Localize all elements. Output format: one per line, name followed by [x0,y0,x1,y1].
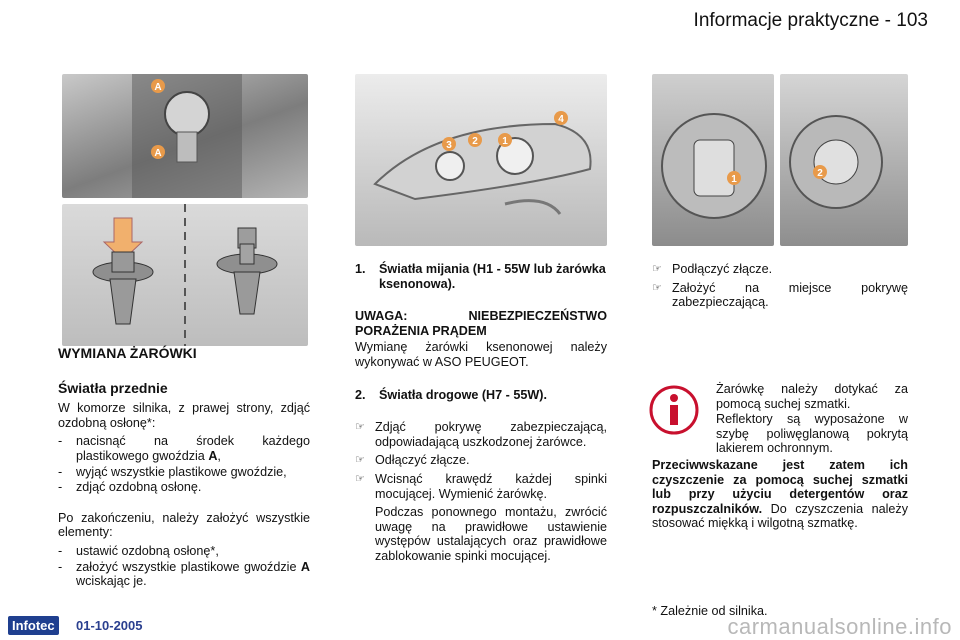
svg-text:1: 1 [502,136,508,147]
footnote: * Zależnie od silnika. [652,604,768,618]
pointer-icon: ☞ [355,421,365,434]
rear-callout-2 [813,165,827,179]
print-date: 01-10-2005 [76,618,143,633]
svg-text:1: 1 [731,174,737,185]
page-title: Informacje praktyczne - 103 [693,10,928,31]
info-note-bottom [652,458,908,535]
callout-a-bottom [151,145,165,159]
after-text: Po zakończeniu, należy założyć wszystkie elementy: [58,510,310,540]
svg-text:2: 2 [817,168,823,179]
middle-column [355,262,607,568]
connector-illustration [652,74,774,246]
item-high-beam: 2. Światła drogowe (H7 - 55W). [355,387,547,402]
callout-a-top [151,79,165,93]
info-note-text-2b: Przeciwwskazane jest zatem ich czyszczenie za pomocą suchej szmatki lub przy użyciu detergentów oraz rozpuszczalników. Do czyszczenia należy stosować miękką i wilgotną szmatkę. [652,458,908,531]
pointer-icon: ☞ [355,454,365,467]
info-note-text-1: Żarówkę należy dotykać za pomocą suchej szmatki. [716,382,908,411]
item-low-beam: 1. Światła mijania (H1 - 55W lub żarówka ksenonowa). [355,262,606,291]
svg-text:4: 4 [558,114,564,125]
warning-title: UWAGA: NIEBEZPIECZEŃSTWO PORAŻENIA PRĄDEM [355,309,607,338]
info-icon [648,384,700,436]
list-item: ☞ Wcisnąć krawędź każdej spinki mocującej. Wymienić żarówkę. [355,471,607,501]
subsection-title: Światła przednie [58,379,168,396]
procedure-list [355,420,607,563]
engine-bay-photo [62,74,308,198]
removal-steps [58,434,310,494]
svg-text:3: 3 [446,140,452,151]
rear-callout-1 [727,171,741,185]
info-note-top [716,382,908,415]
list-item: - wyjąć wszystkie plastikowe gwoździe, [58,464,287,479]
list-item: ☞ Zdjąć pokrywę zabezpieczającą, odpowiadającą uszkodzonej żarówce. [355,420,607,449]
cover-illustration [780,74,908,246]
site-watermark: carmanualsonline.info [727,614,952,639]
left-column [58,346,310,590]
headlamp-callout-3 [442,137,456,151]
svg-text:2: 2 [472,136,478,147]
pointer-icon: ☞ [652,281,662,294]
warning-text: Wymianę żarówki ksenonowej należy wykonywać w ASO PEUGEOT. [355,340,607,369]
intro-text: W komorze silnika, z prawej strony, zdjąć ozdobną osłonę*: [58,401,310,430]
headlamp-callout-2 [468,133,482,147]
refit-steps [58,544,310,589]
list-item: ☞ Założyć na miejsce pokrywę zabezpieczającą. [652,280,908,310]
pointer-icon: ☞ [652,263,662,275]
section-title: WYMIANA ŻARÓWKI [58,345,197,361]
list-item-continuation: Podczas ponownego montażu, zwrócić uwagę na prawidłowe ustawienie występów ustalających oraz prawidłowe zablokowanie spinki mocującej. [375,505,607,563]
headlamp-callout-1 [498,133,512,147]
rear-headlamp-photo-1 [652,74,774,246]
headlamp-callout-4 [554,111,568,125]
headlamp-photo [355,74,607,246]
infotec-badge: Infotec [8,616,59,635]
engine-bay-illustration [62,74,308,198]
info-note-mid [716,412,908,460]
rear-headlamp-photo-2 [780,74,908,246]
list-item: - nacisnąć na środek każdego plastikowego gwoździa A, [58,434,310,463]
callout-a-label-bottom: A [154,148,162,159]
list-item: ☞ Podłączyć złącze. [652,262,773,276]
list-item: - założyć wszystkie plastikowe gwoździe A wciskając je. [58,559,310,589]
pointer-icon: ☞ [355,472,365,485]
info-note-text-2a: Reflektory są wyposażone w szybę poliwęglanową pokrytą lakierem ochronnym. [716,412,908,456]
right-column-top [652,262,908,314]
plastic-pin-illustration [62,204,308,346]
list-item: - ustawić ozdobną osłonę*, [58,543,219,558]
plastic-pin-photo [62,204,308,346]
list-item: ☞ Odłączyć złącze. [355,453,470,468]
list-item: - zdjąć ozdobną osłonę. [58,480,202,495]
headlamp-illustration [355,74,607,246]
callout-a-label-top: A [154,82,162,93]
